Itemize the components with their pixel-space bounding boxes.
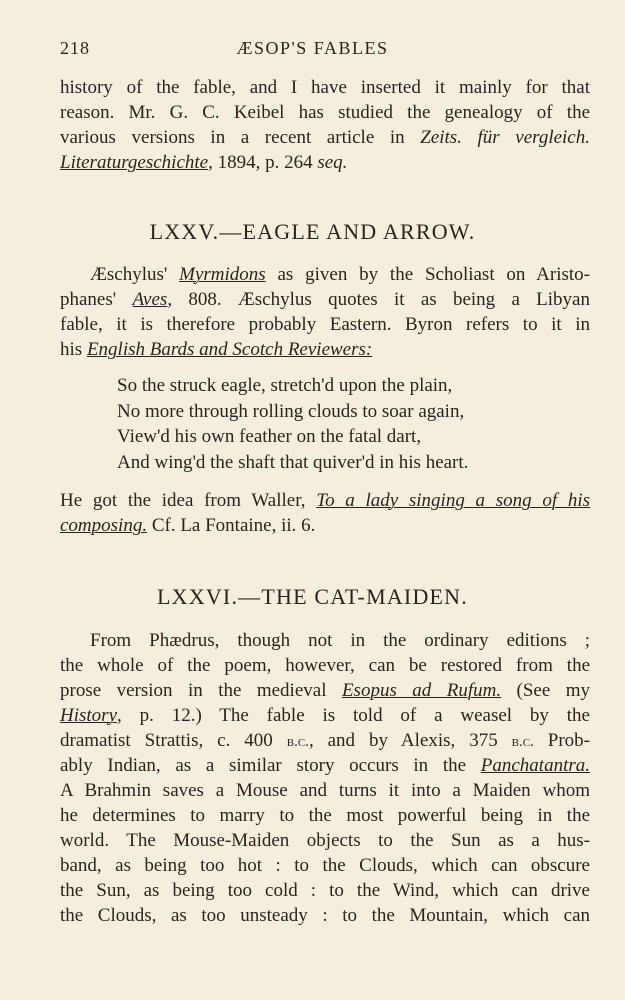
verse-line: No more through rolling clouds to soar again, <box>117 400 465 422</box>
text-line: History, p. 12.) The fable is told of a weasel by the <box>60 705 590 726</box>
text-line: the whole of the poem, however, can be restored from the <box>60 655 590 676</box>
verse-line: View'd his own feather on the fatal dart, <box>117 426 422 447</box>
text-line: composing. Cf. La Fontaine, ii. 6. <box>60 515 316 536</box>
journal-title-cont: Literaturgeschichte <box>60 152 209 173</box>
text-line: world. The Mouse-Maiden objects to the Sun as a hus- <box>60 830 590 851</box>
work-title: Myrmidons <box>179 264 266 285</box>
work-title-cont: composing. <box>60 515 148 536</box>
text-line: various versions in a recent article in Zeits. für vergleich. <box>60 127 590 148</box>
text-line: From Phædrus, though not in the ordinary editions ; <box>90 630 590 651</box>
text-line: prose version in the medieval Esopus ad Rufum. (See my <box>60 680 591 701</box>
text-line: his English Bards and Scotch Reviewers: <box>60 339 373 360</box>
section-heading-lxxvi: LXXVI.—THE CAT-MAIDEN. <box>157 584 468 609</box>
lxxv-paragraph <box>60 262 590 362</box>
verse-quotation <box>117 373 468 475</box>
work-title: Esopus ad Rufum. <box>341 680 502 701</box>
work-title: History <box>60 705 117 726</box>
text-line: He got the idea from Waller, To a lady singing a song of his <box>60 490 590 511</box>
journal-title: Zeits. für vergleich. <box>420 127 590 148</box>
text-line: phanes' Aves, 808. Æschylus quotes it as being a Libyan <box>60 289 590 310</box>
lxxv-paragraph-2 <box>60 488 590 538</box>
text-line: ably Indian, as a similar story occurs in the Panchatantra. <box>60 755 590 776</box>
section-heading-lxxv: LXXV.—EAGLE AND ARROW. <box>149 219 476 244</box>
text-line: A Brahmin saves a Mouse and turns it into a Maiden whom <box>60 780 590 801</box>
text-line: he determines to marry to the most powerful being in the <box>60 805 590 826</box>
work-title: Aves <box>132 289 168 310</box>
verse-line: And wing'd the shaft that quiver'd in his heart. <box>117 451 469 473</box>
running-header <box>60 38 565 62</box>
intro-paragraph <box>60 75 590 175</box>
text-line: the Sun, as being too cold : to the Wind, which can drive <box>60 880 590 901</box>
text-line: Æschylus' Myrmidons as given by the Scholiast on Aristo- <box>90 264 590 285</box>
text-line: Literaturgeschichte, 1894, p. 264 seq. <box>60 152 348 173</box>
text-line: reason. Mr. G. C. Keibel has studied the genealogy of the <box>60 102 590 123</box>
work-title: Panchatantra. <box>480 755 590 776</box>
work-title: English Bards and Scotch Reviewers: <box>86 339 373 360</box>
work-title: To a lady singing a song of his <box>316 490 590 511</box>
lxxvi-paragraph <box>60 628 590 928</box>
text-line: dramatist Strattis, c. 400 b.c., and by Alexis, 375 b.c. Prob- <box>60 730 590 751</box>
text-line: band, as being too hot : to the Clouds, which can obscure <box>60 855 590 876</box>
text-line: history of the fable, and I have inserted it mainly for that <box>60 77 590 98</box>
verse-line: So the struck eagle, stretch'd upon the plain, <box>117 375 453 396</box>
page-number: 218 <box>60 38 90 58</box>
text-line: the Clouds, as too unsteady : to the Mountain, which can <box>60 905 590 926</box>
running-title: ÆSOP'S FABLES <box>236 38 389 58</box>
text-line: fable, it is therefore probably Eastern. Byron refers to it in <box>60 314 590 335</box>
